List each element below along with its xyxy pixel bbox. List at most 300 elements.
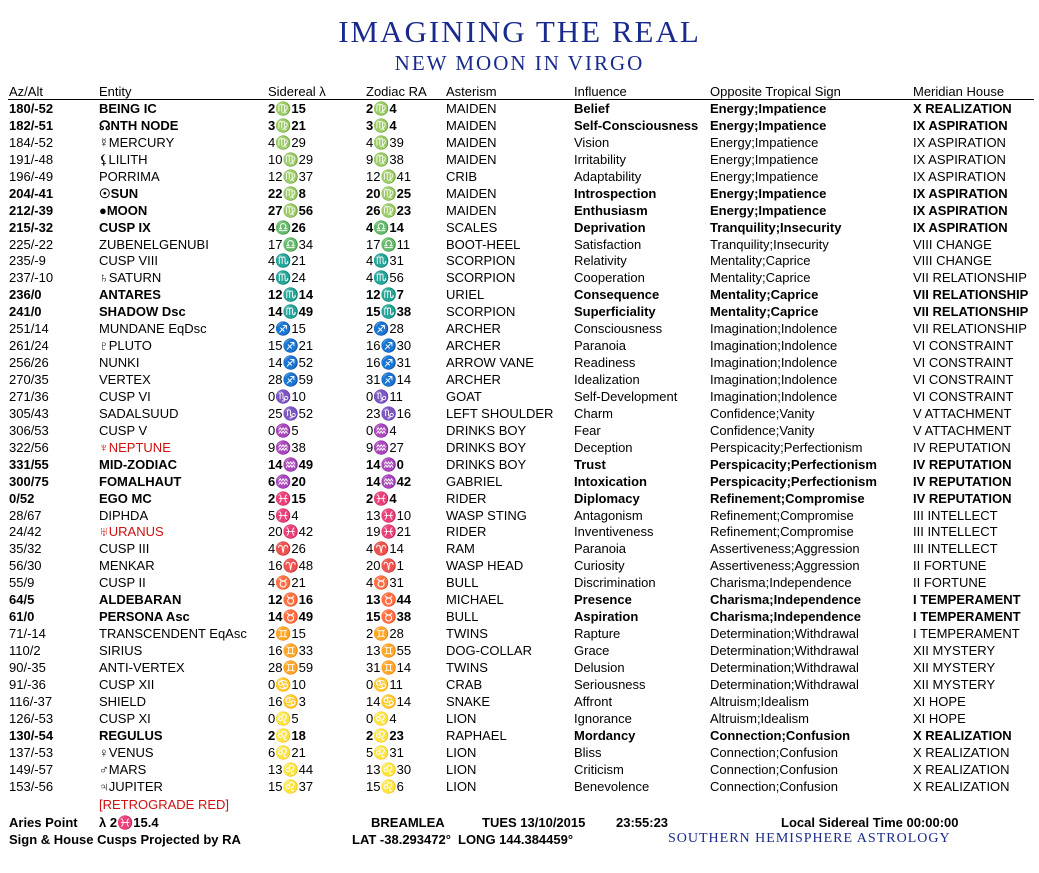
table-row bbox=[0, 456, 1039, 473]
table-row bbox=[0, 439, 1039, 456]
row-influence: Affront bbox=[574, 693, 613, 709]
row-entity: BEING IC bbox=[99, 101, 157, 116]
row-az: 110/2 bbox=[9, 643, 41, 658]
row-opposite: Assertiveness;Aggression bbox=[710, 541, 860, 557]
row-influence: Idealization bbox=[574, 372, 640, 387]
row-sidereal: 2♊15 bbox=[268, 626, 306, 642]
row-entity: FOMALHAUT bbox=[99, 473, 182, 489]
row-zodiac: 2♍4 bbox=[366, 101, 397, 116]
row-az: 71/-14 bbox=[9, 626, 46, 642]
row-az: 24/42 bbox=[9, 524, 42, 540]
table-row bbox=[0, 490, 1039, 507]
row-meridian: VI CONSTRAINT bbox=[913, 388, 1014, 404]
row-sidereal: 16♈48 bbox=[268, 558, 314, 574]
row-az: 126/-53 bbox=[9, 710, 54, 726]
row-opposite: Mentality;Caprice bbox=[710, 287, 819, 303]
row-meridian: XI HOPE bbox=[913, 710, 966, 726]
table-row bbox=[0, 710, 1039, 727]
row-meridian: X REALIZATION bbox=[913, 778, 1010, 794]
table-row bbox=[0, 354, 1039, 371]
row-influence: Irritability bbox=[574, 151, 627, 167]
row-meridian: IX ASPIRATION bbox=[913, 117, 1008, 133]
brand: SOUTHERN HEMISPHERE ASTROLOGY bbox=[668, 831, 951, 846]
header-influence: Influence bbox=[574, 84, 627, 99]
row-influence: Inventiveness bbox=[574, 524, 654, 540]
row-zodiac: 3♍4 bbox=[366, 117, 397, 133]
row-zodiac: 14♋14 bbox=[366, 693, 412, 709]
row-meridian: IX ASPIRATION bbox=[913, 202, 1008, 218]
row-entity: MENKAR bbox=[99, 558, 155, 574]
row-sidereal: 15♌37 bbox=[268, 778, 314, 794]
row-asterism: DRINKS BOY bbox=[446, 422, 527, 438]
row-entity: ALDEBARAN bbox=[99, 592, 182, 608]
row-zodiac: 13♓10 bbox=[366, 507, 412, 523]
row-meridian: IV REPUTATION bbox=[913, 490, 1012, 506]
table-row bbox=[0, 100, 1039, 117]
row-sidereal: 2♌18 bbox=[268, 727, 306, 743]
row-meridian: XII MYSTERY bbox=[913, 676, 996, 692]
row-influence: Delusion bbox=[574, 659, 625, 675]
row-asterism: BOOT-HEEL bbox=[446, 236, 521, 252]
row-entity: CUSP XII bbox=[99, 676, 155, 692]
row-asterism: RAPHAEL bbox=[446, 727, 507, 743]
row-az: 64/5 bbox=[9, 592, 35, 608]
table-row bbox=[0, 659, 1039, 676]
row-opposite: Determination;Withdrawal bbox=[710, 643, 859, 658]
row-az: 180/-52 bbox=[9, 101, 54, 116]
row-asterism: RIDER bbox=[446, 524, 487, 540]
table-row bbox=[0, 591, 1039, 608]
row-zodiac: 15♏38 bbox=[366, 304, 412, 320]
row-opposite: Connection;Confusion bbox=[710, 778, 838, 794]
row-az: 306/53 bbox=[9, 422, 49, 438]
row-az: 322/56 bbox=[9, 439, 49, 455]
table-row bbox=[0, 151, 1039, 168]
row-zodiac: 15♉38 bbox=[366, 609, 412, 625]
row-asterism: TWINS bbox=[446, 626, 488, 642]
row-az: 237/-10 bbox=[9, 270, 54, 286]
row-entity: ANTARES bbox=[99, 287, 161, 303]
table-row bbox=[0, 778, 1039, 795]
row-influence: Enthusiasm bbox=[574, 202, 648, 218]
row-asterism: DOG-COLLAR bbox=[446, 643, 532, 658]
row-entity: ⚸LILITH bbox=[99, 151, 148, 167]
row-asterism: SCORPION bbox=[446, 304, 516, 320]
row-influence: Superficiality bbox=[574, 304, 656, 320]
row-meridian: VII RELATIONSHIP bbox=[913, 287, 1029, 303]
row-sidereal: 14♏49 bbox=[268, 304, 314, 320]
row-sidereal: 14♐52 bbox=[268, 355, 314, 371]
location: BREAMLEA bbox=[371, 815, 445, 830]
row-sidereal: 2♍15 bbox=[268, 101, 306, 116]
row-entity: DIPHDA bbox=[99, 507, 149, 523]
row-sidereal: 12♉16 bbox=[268, 592, 314, 608]
row-meridian: VII RELATIONSHIP bbox=[913, 304, 1029, 320]
row-asterism: BULL bbox=[446, 609, 479, 625]
date: TUES 13/10/2015 bbox=[482, 815, 586, 830]
row-az: 91/-36 bbox=[9, 676, 46, 692]
row-meridian: VIII CHANGE bbox=[913, 253, 992, 269]
row-entity: CUSP VIII bbox=[99, 253, 159, 269]
row-entity: CUSP V bbox=[99, 422, 148, 438]
row-az: 212/-39 bbox=[9, 202, 54, 218]
table-row bbox=[0, 320, 1039, 337]
table-row bbox=[0, 286, 1039, 303]
row-az: 184/-52 bbox=[9, 134, 54, 150]
row-opposite: Energy;Impatience bbox=[710, 202, 827, 218]
row-sidereal: 22♍8 bbox=[268, 185, 306, 201]
row-meridian: XII MYSTERY bbox=[913, 659, 996, 675]
row-opposite: Imagination;Indolence bbox=[710, 372, 838, 387]
row-zodiac: 9♍38 bbox=[366, 151, 404, 167]
row-meridian: IX ASPIRATION bbox=[913, 185, 1008, 201]
row-az: 204/-41 bbox=[9, 185, 54, 201]
row-asterism: MAIDEN bbox=[446, 134, 497, 150]
row-entity: CUSP VI bbox=[99, 388, 151, 404]
row-influence: Self-Development bbox=[574, 388, 678, 404]
row-entity: SHIELD bbox=[99, 693, 146, 709]
table-row bbox=[0, 422, 1039, 439]
row-opposite: Tranquility;Insecurity bbox=[710, 219, 842, 235]
row-az: 137/-53 bbox=[9, 744, 54, 760]
row-asterism: LION bbox=[446, 761, 477, 777]
row-influence: Vision bbox=[574, 134, 610, 150]
table-row bbox=[0, 405, 1039, 422]
row-entity: ZUBENELGENUBI bbox=[99, 236, 209, 252]
row-meridian: I TEMPERAMENT bbox=[913, 592, 1021, 608]
row-entity: ☿MERCURY bbox=[99, 134, 175, 150]
row-entity: SHADOW Dsc bbox=[99, 304, 186, 320]
row-sidereal: 6♌21 bbox=[268, 744, 306, 760]
row-asterism: ARROW VANE bbox=[446, 355, 534, 371]
row-opposite: Imagination;Indolence bbox=[710, 388, 838, 404]
row-asterism: CRAB bbox=[446, 676, 483, 692]
row-az: 0/52 bbox=[9, 490, 35, 506]
row-az: 130/-54 bbox=[9, 727, 54, 743]
row-asterism: RAM bbox=[446, 541, 475, 557]
row-asterism: LION bbox=[446, 710, 477, 726]
row-influence: Deprivation bbox=[574, 219, 646, 235]
row-opposite: Mentality;Caprice bbox=[710, 270, 811, 286]
row-influence: Aspiration bbox=[574, 609, 639, 625]
row-zodiac: 26♍23 bbox=[366, 202, 412, 218]
row-entity: TRANSCENDENT EqAsc bbox=[99, 626, 247, 642]
row-influence: Seriousness bbox=[574, 676, 646, 692]
row-entity: ☊NTH NODE bbox=[99, 117, 179, 133]
row-asterism: LEFT SHOULDER bbox=[446, 405, 554, 421]
row-az: 331/55 bbox=[9, 456, 49, 472]
row-az: 215/-32 bbox=[9, 219, 54, 235]
page-title: IMAGINING THE REAL bbox=[338, 14, 701, 49]
row-sidereal: 5♓4 bbox=[268, 507, 299, 523]
row-influence: Self-Consciousness bbox=[574, 117, 699, 133]
table-row bbox=[0, 608, 1039, 625]
row-zodiac: 4♈14 bbox=[366, 541, 404, 557]
row-az: 256/26 bbox=[9, 355, 49, 371]
row-influence: Presence bbox=[574, 592, 632, 608]
row-asterism: CRIB bbox=[446, 168, 478, 184]
row-zodiac: 12♏7 bbox=[366, 287, 404, 303]
row-zodiac: 12♍41 bbox=[366, 168, 412, 184]
row-sidereal: 4♍29 bbox=[268, 134, 306, 150]
row-opposite: Imagination;Indolence bbox=[710, 321, 838, 337]
row-entity: NUNKI bbox=[99, 355, 140, 371]
row-entity: CUSP III bbox=[99, 541, 150, 557]
row-influence: Criticism bbox=[574, 761, 624, 777]
row-sidereal: 12♍37 bbox=[268, 168, 314, 184]
row-asterism: MAIDEN bbox=[446, 117, 497, 133]
row-zodiac: 4♎14 bbox=[366, 219, 404, 235]
row-zodiac: 23♑16 bbox=[366, 405, 412, 421]
row-meridian: III INTELLECT bbox=[913, 507, 998, 523]
row-meridian: III INTELLECT bbox=[913, 524, 998, 540]
row-asterism: BULL bbox=[446, 575, 479, 591]
ephemeris-table bbox=[0, 100, 1039, 794]
row-az: 241/0 bbox=[9, 304, 42, 320]
row-zodiac: 4♉31 bbox=[366, 575, 404, 591]
row-asterism: WASP STING bbox=[446, 507, 527, 523]
row-zodiac: 20♈1 bbox=[366, 558, 404, 574]
header-opposite: Opposite Tropical Sign bbox=[710, 84, 841, 99]
row-opposite: Connection;Confusion bbox=[710, 761, 838, 777]
row-sidereal: 14♒49 bbox=[268, 456, 314, 472]
time: 23:55:23 bbox=[616, 815, 669, 830]
row-sidereal: 12♏14 bbox=[268, 287, 314, 303]
row-zodiac: 2♐28 bbox=[366, 321, 404, 337]
row-az: 236/0 bbox=[9, 287, 42, 303]
row-az: 28/67 bbox=[9, 507, 42, 523]
table-row bbox=[0, 507, 1039, 524]
row-zodiac: 14♒42 bbox=[366, 473, 412, 489]
table-row bbox=[0, 693, 1039, 710]
row-sidereal: 4♎26 bbox=[268, 219, 306, 235]
row-meridian: V ATTACHMENT bbox=[913, 422, 1012, 438]
row-entity: SADALSUUD bbox=[99, 405, 179, 421]
row-asterism: URIEL bbox=[446, 287, 485, 303]
row-influence: Cooperation bbox=[574, 270, 645, 286]
row-entity: REGULUS bbox=[99, 727, 163, 743]
row-az: 61/0 bbox=[9, 609, 35, 625]
row-meridian: X REALIZATION bbox=[913, 761, 1010, 777]
row-az: 153/-56 bbox=[9, 778, 54, 794]
table-row bbox=[0, 371, 1039, 388]
row-sidereal: 27♍56 bbox=[268, 202, 314, 218]
row-sidereal: 4♏24 bbox=[268, 270, 306, 286]
row-influence: Charm bbox=[574, 405, 614, 421]
row-az: 116/-37 bbox=[9, 693, 53, 709]
row-zodiac: 2♌23 bbox=[366, 727, 404, 743]
row-opposite: Perspicacity;Perfectionism bbox=[710, 473, 877, 489]
row-influence: Antagonism bbox=[574, 507, 643, 523]
row-asterism: GABRIEL bbox=[446, 473, 503, 489]
row-opposite: Confidence;Vanity bbox=[710, 405, 815, 421]
row-zodiac: 31♊14 bbox=[366, 659, 412, 675]
table-row bbox=[0, 625, 1039, 642]
row-sidereal: 15♐21 bbox=[268, 338, 314, 354]
aries-label: Aries Point bbox=[9, 815, 78, 830]
row-az: 305/43 bbox=[9, 405, 49, 421]
table-row bbox=[0, 744, 1039, 761]
row-zodiac: 19♓21 bbox=[366, 524, 412, 540]
row-az: 270/35 bbox=[9, 372, 49, 387]
row-sidereal: 28♐59 bbox=[268, 372, 314, 387]
row-influence: Curiosity bbox=[574, 558, 625, 574]
row-sidereal: 16♋3 bbox=[268, 693, 306, 709]
row-asterism: ARCHER bbox=[446, 321, 501, 337]
row-entity: ♂MARS bbox=[99, 761, 147, 777]
row-meridian: IV REPUTATION bbox=[913, 473, 1012, 489]
row-opposite: Confidence;Vanity bbox=[710, 422, 815, 438]
row-sidereal: 0♑10 bbox=[268, 388, 306, 404]
row-influence: Consequence bbox=[574, 287, 660, 303]
row-influence: Relativity bbox=[574, 253, 627, 269]
row-az: 149/-57 bbox=[9, 761, 54, 777]
table-row bbox=[0, 574, 1039, 591]
table-row bbox=[0, 303, 1039, 320]
header-entity: Entity bbox=[99, 84, 132, 99]
row-meridian: X REALIZATION bbox=[913, 727, 1012, 743]
table-row bbox=[0, 185, 1039, 202]
row-zodiac: 13♊55 bbox=[366, 643, 412, 658]
row-asterism: MICHAEL bbox=[446, 592, 504, 608]
header-meridian: Meridian House bbox=[913, 84, 1005, 99]
row-meridian: VI CONSTRAINT bbox=[913, 372, 1014, 387]
row-sidereal: 17♎34 bbox=[268, 236, 314, 252]
row-asterism: ARCHER bbox=[446, 372, 501, 387]
row-meridian: V ATTACHMENT bbox=[913, 405, 1012, 421]
table-row bbox=[0, 540, 1039, 557]
row-sidereal: 2♓15 bbox=[268, 490, 306, 506]
row-opposite: Energy;Impatience bbox=[710, 134, 819, 150]
row-sidereal: 0♋10 bbox=[268, 676, 306, 692]
row-meridian: II FORTUNE bbox=[913, 575, 987, 591]
row-sidereal: 25♑52 bbox=[268, 405, 314, 421]
row-influence: Belief bbox=[574, 101, 610, 116]
row-opposite: Perspicacity;Perfectionism bbox=[710, 439, 863, 455]
row-meridian: XI HOPE bbox=[913, 693, 966, 709]
row-meridian: I TEMPERAMENT bbox=[913, 626, 1020, 642]
table-row bbox=[0, 473, 1039, 490]
row-opposite: Imagination;Indolence bbox=[710, 338, 838, 354]
row-entity: PERSONA Asc bbox=[99, 609, 190, 625]
row-meridian: VIII CHANGE bbox=[913, 236, 992, 252]
row-entity: ♄SATURN bbox=[99, 270, 162, 286]
table-row bbox=[0, 557, 1039, 574]
row-sidereal: 2♐15 bbox=[268, 321, 306, 337]
row-az: 191/-48 bbox=[9, 151, 54, 167]
row-asterism: MAIDEN bbox=[446, 185, 497, 201]
row-zodiac: 2♓4 bbox=[366, 490, 397, 506]
row-influence: Diplomacy bbox=[574, 490, 640, 506]
row-meridian: VII RELATIONSHIP bbox=[913, 321, 1027, 337]
row-az: 56/30 bbox=[9, 558, 42, 574]
row-opposite: Perspicacity;Perfectionism bbox=[710, 456, 877, 472]
row-opposite: Determination;Withdrawal bbox=[710, 659, 859, 675]
row-sidereal: 4♏21 bbox=[268, 253, 306, 269]
row-az: 235/-9 bbox=[9, 253, 46, 269]
row-entity: ANTI-VERTEX bbox=[99, 659, 185, 675]
row-zodiac: 16♐31 bbox=[366, 355, 412, 371]
row-sidereal: 14♉49 bbox=[268, 609, 314, 625]
row-opposite: Refinement;Compromise bbox=[710, 490, 865, 506]
longitude: LONG 144.384459° bbox=[458, 832, 574, 847]
row-entity: MUNDANE EqDsc bbox=[99, 321, 207, 337]
row-zodiac: 4♏31 bbox=[366, 253, 404, 269]
row-sidereal: 4♉21 bbox=[268, 575, 306, 591]
row-opposite: Connection;Confusion bbox=[710, 744, 838, 760]
row-influence: Trust bbox=[574, 456, 606, 472]
row-az: 90/-35 bbox=[9, 659, 46, 675]
page-subtitle: NEW MOON IN VIRGO bbox=[394, 51, 645, 75]
row-entity: CUSP II bbox=[99, 575, 146, 591]
table-row bbox=[0, 761, 1039, 778]
row-influence: Mordancy bbox=[574, 727, 636, 743]
table-row bbox=[0, 168, 1039, 185]
row-influence: Discrimination bbox=[574, 575, 656, 591]
row-entity: ♀VENUS bbox=[99, 744, 154, 760]
row-zodiac: 5♌31 bbox=[366, 744, 404, 760]
local-sidereal-time: Local Sidereal Time 00:00:00 bbox=[781, 815, 959, 830]
row-opposite: Energy;Impatience bbox=[710, 101, 827, 116]
row-influence: Fear bbox=[574, 422, 601, 438]
row-asterism: RIDER bbox=[446, 490, 487, 506]
row-opposite: Refinement;Compromise bbox=[710, 524, 854, 540]
row-asterism: SCORPION bbox=[446, 270, 516, 286]
row-sidereal: 0♌5 bbox=[268, 710, 299, 726]
row-asterism: ARCHER bbox=[446, 338, 501, 354]
row-opposite: Tranquility;Insecurity bbox=[710, 236, 829, 252]
row-influence: Intoxication bbox=[574, 473, 647, 489]
row-asterism: SCALES bbox=[446, 219, 498, 235]
row-asterism: DRINKS BOY bbox=[446, 456, 527, 472]
table-row bbox=[0, 236, 1039, 253]
row-zodiac: 9♒27 bbox=[366, 439, 404, 455]
row-opposite: Altruism;Idealism bbox=[710, 710, 809, 726]
row-sidereal: 28♊59 bbox=[268, 659, 314, 675]
row-sidereal: 6♒20 bbox=[268, 473, 306, 489]
row-entity: VERTEX bbox=[99, 372, 151, 387]
row-meridian: IX ASPIRATION bbox=[913, 219, 1008, 235]
row-influence: Benevolence bbox=[574, 778, 650, 794]
row-zodiac: 4♍39 bbox=[366, 134, 404, 150]
projection-note: Sign & House Cusps Projected by RA bbox=[9, 832, 241, 847]
table-row bbox=[0, 727, 1039, 744]
row-opposite: Altruism;Idealism bbox=[710, 693, 809, 709]
row-az: 251/14 bbox=[9, 321, 49, 337]
latitude: LAT -38.293472° bbox=[352, 832, 451, 847]
row-influence: Rapture bbox=[574, 626, 621, 642]
row-sidereal: 16♊33 bbox=[268, 643, 314, 658]
row-sidereal: 3♍21 bbox=[268, 117, 306, 133]
row-az: 300/75 bbox=[9, 473, 49, 489]
row-sidereal: 9♒38 bbox=[268, 439, 306, 455]
header-asterism: Asterism bbox=[446, 84, 497, 99]
row-entity: ☉SUN bbox=[99, 185, 139, 201]
row-asterism: GOAT bbox=[446, 388, 482, 404]
row-influence: Satisfaction bbox=[574, 236, 642, 252]
row-zodiac: 16♐30 bbox=[366, 338, 412, 354]
header-zodiac: Zodiac RA bbox=[366, 84, 427, 99]
row-entity: ♃JUPITER bbox=[99, 778, 163, 794]
row-asterism: SNAKE bbox=[446, 693, 491, 709]
row-opposite: Refinement;Compromise bbox=[710, 507, 854, 523]
row-meridian: XII MYSTERY bbox=[913, 643, 996, 658]
row-entity: EGO MC bbox=[99, 490, 152, 506]
row-entity: CUSP XI bbox=[99, 710, 151, 726]
row-meridian: IX ASPIRATION bbox=[913, 134, 1006, 150]
table-row bbox=[0, 252, 1039, 269]
row-sidereal: 0♒5 bbox=[268, 422, 299, 438]
